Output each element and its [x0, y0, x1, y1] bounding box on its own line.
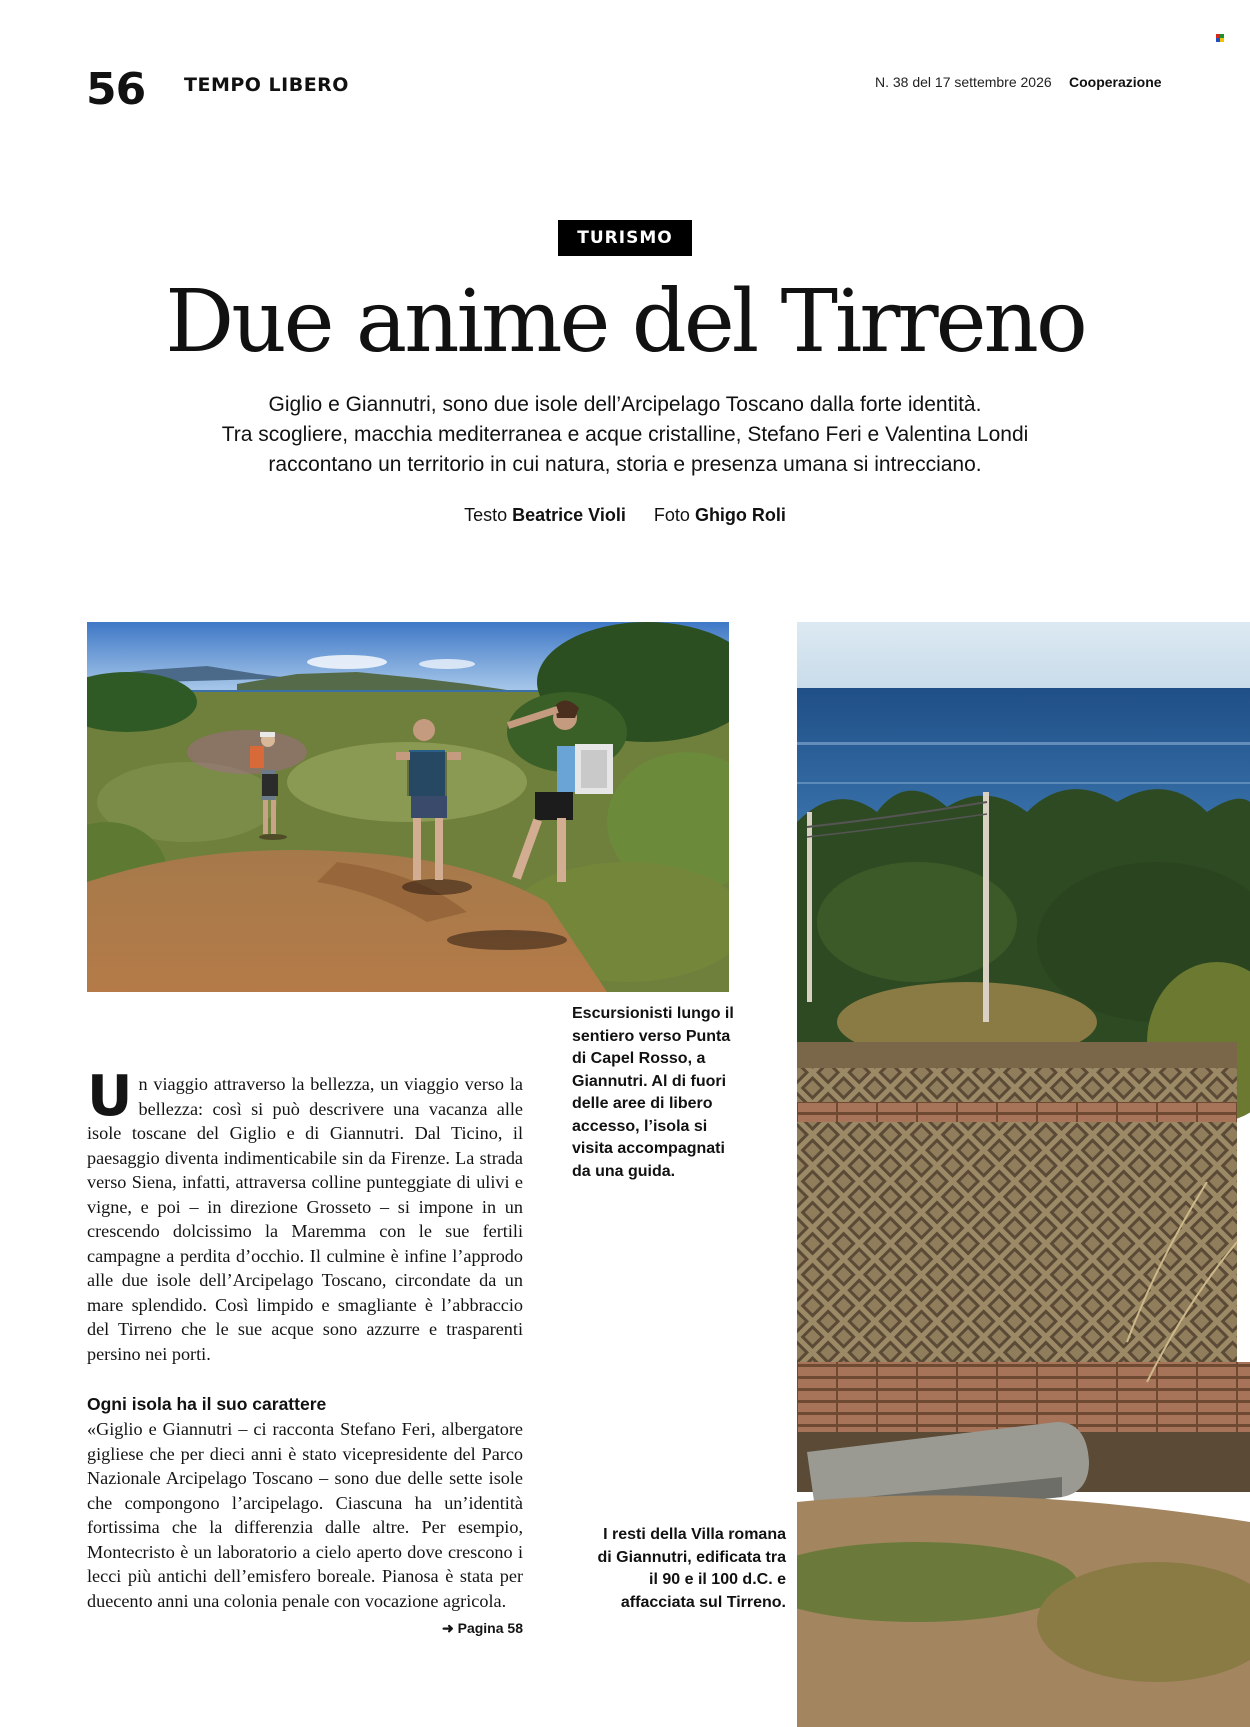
continued-link[interactable]: ➜ Pagina 58: [442, 1620, 523, 1636]
drop-cap: U: [87, 1064, 133, 1129]
deck-line: Giglio e Giannutri, sono due isole dell’Arcipelago Toscano dalla forte identità.: [268, 393, 982, 416]
text-credit-label: Testo: [464, 505, 508, 525]
page-number: 56: [86, 64, 146, 115]
section-name: TEMPO LIBERO: [184, 74, 349, 96]
deck-line: raccontano un territorio in cui natura, storia e presenza umana si intrecciano.: [268, 453, 982, 476]
article-title: Due anime del Tirreno: [165, 272, 1085, 372]
article-credits: [0, 503, 1250, 527]
magazine-name: Cooperazione: [1069, 74, 1162, 90]
deck-line: Tra scogliere, macchia mediterranea e acque cristalline, Stefano Feri e Valentina Londi: [221, 423, 1029, 446]
caption-villa: I resti della Villa romana di Giannutri, edificata tra il 90 e il 100 d.C. e affacciata sul Tirreno.: [597, 1526, 786, 1611]
color-registration-mark: [1216, 34, 1224, 42]
text-author: Beatrice Violi: [512, 505, 626, 525]
photo-hikers: [87, 622, 729, 992]
article-deck: [140, 390, 1110, 480]
caption-hikers: Escursionisti lungo il sentiero verso Punta di Capel Rosso, a Giannutri. Al di fuori delle aree di libero accesso, l’isola si visita accompagnati da una guida.: [572, 1005, 734, 1180]
paragraph-text: n viaggio attraverso la bellezza, un viaggio verso la bellezza: così si può descrivere una vacanza alle isole toscane del Giglio e di Giannutri. Dal Ticino, il paesaggio diventa indimenticabile sin da Firenze. La strada verso Siena, infatti, attraversa colline punteggiate di ulivi e vigne, e poi – in direzione Grosseto – si impone in un crescendo dolcissimo la Maremma con le sue fertili campagne a perdita d’occhio. Il culmine è infine l’approdo alle due isole dell’Arcipelago Toscano, circondate da un mare splendido. Così limpido e smagliante è l’abbraccio del Tirreno che le sue acque sono azzurre e trasparenti persino nei porti.: [87, 1074, 523, 1364]
photo-credit-label: Foto: [653, 505, 690, 525]
body-paragraph: [87, 1417, 523, 1641]
paragraph-text: «Giglio e Giannutri – ci racconta Stefano Feri, albergatore gigliese che per dieci anni è stato vicepresidente del Parco Nazionale Arcipelago Toscano – sono due delle sette isole che compongono l’arcipelago. Ciascuna ha un’identità fortissima che la differenzia dalle altre. Per esempio, Montecristo è un laboratorio a cielo aperto dove crescono i lecci più antichi dell’emisfero boreale. Pianosa è stata per duecento anni una colonia penale con vocazione agricola.: [87, 1419, 523, 1611]
body-paragraph: [87, 1064, 523, 1366]
photo-author: Ghigo Roli: [694, 505, 786, 525]
section-kicker: TURISMO: [558, 220, 692, 256]
photo-roman-villa: [797, 622, 1250, 1727]
issue-info: N. 38 del 17 settembre 2026: [875, 74, 1052, 90]
section-subhead: Ogni isola ha il suo carattere: [87, 1394, 327, 1414]
